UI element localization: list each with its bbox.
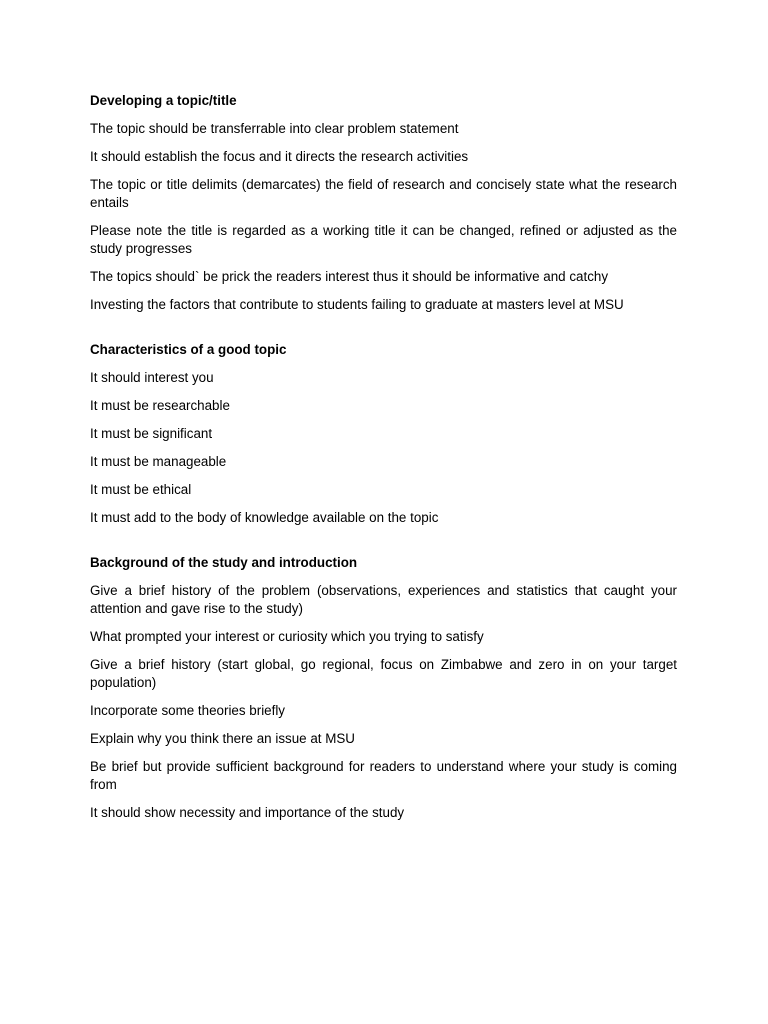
section-background bbox=[90, 554, 677, 822]
section-characteristics bbox=[90, 341, 677, 527]
section-heading: Characteristics of a good topic bbox=[90, 342, 287, 357]
paragraph: It should show necessity and importance of the study bbox=[90, 805, 405, 820]
paragraph: It should interest you bbox=[90, 370, 214, 385]
paragraph: What prompted your interest or curiosity which you trying to satisfy bbox=[90, 629, 484, 644]
paragraph: The topic or title delimits (demarcates) the field of research and concisely state what the research entails bbox=[90, 177, 677, 210]
section-heading: Developing a topic/title bbox=[90, 93, 237, 108]
paragraph: It must be manageable bbox=[90, 454, 227, 469]
paragraph: It must be researchable bbox=[90, 398, 230, 413]
document-page bbox=[90, 92, 677, 832]
paragraph: Incorporate some theories briefly bbox=[90, 703, 286, 718]
paragraph: Investing the factors that contribute to students failing to graduate at masters level at MSU bbox=[90, 297, 624, 312]
paragraph: It must be ethical bbox=[90, 482, 192, 497]
section-heading: Background of the study and introduction bbox=[90, 555, 358, 570]
paragraph: It must be significant bbox=[90, 426, 213, 441]
paragraph: The topic should be transferrable into clear problem statement bbox=[90, 121, 459, 136]
paragraph: It should establish the focus and it directs the research activities bbox=[90, 149, 469, 164]
paragraph: Be brief but provide sufficient background for readers to understand where your study is coming from bbox=[90, 759, 677, 792]
paragraph: The topics should` be prick the readers interest thus it should be informative and catchy bbox=[90, 269, 609, 284]
paragraph: It must add to the body of knowledge available on the topic bbox=[90, 510, 439, 525]
paragraph: Give a brief history of the problem (observations, experiences and statistics that caught your attention and gave rise to the study) bbox=[90, 583, 677, 616]
paragraph: Please note the title is regarded as a working title it can be changed, refined or adjusted as the study progresses bbox=[90, 223, 677, 256]
paragraph: Explain why you think there an issue at MSU bbox=[90, 731, 355, 746]
section-developing-topic bbox=[90, 92, 677, 314]
paragraph: Give a brief history (start global, go regional, focus on Zimbabwe and zero in on your target population) bbox=[90, 657, 677, 690]
